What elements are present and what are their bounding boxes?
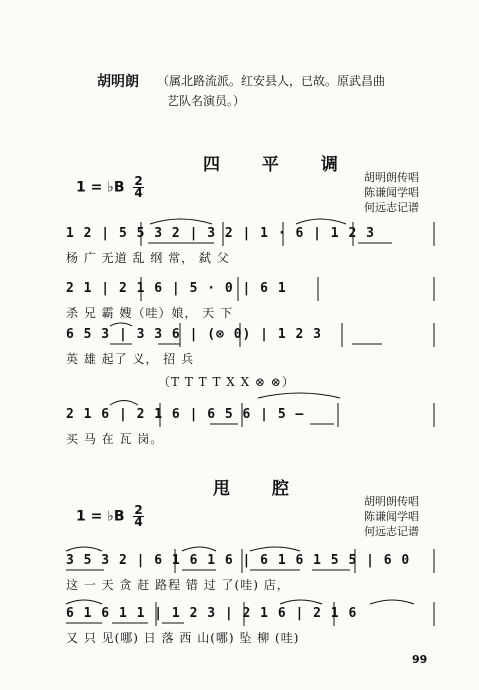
slur	[250, 547, 300, 551]
slur	[66, 547, 102, 551]
slur	[110, 323, 132, 326]
s1-row4-lyrics: 买 马 在 瓦 岗。	[66, 432, 164, 446]
slur	[258, 393, 340, 398]
s1-row3-percussion: （T T T T X X ⊗ ⊗）	[158, 375, 295, 389]
credit-singer: 胡明朗传唱	[364, 171, 419, 184]
page-number: 99	[412, 653, 428, 666]
s1-row3-notes: 6 5 3 | 3 3 6 | (⊗ 0) | 1 2 3	[66, 327, 322, 342]
section2-key-text: 1 = ♭B	[76, 508, 125, 525]
slur	[110, 401, 138, 406]
section2-meter-bottom: 4	[134, 515, 143, 529]
section1-title: 四 平 调	[203, 155, 356, 175]
slur	[66, 600, 102, 604]
intro-line-2: 艺队名演员。）	[167, 94, 246, 108]
section2-title: 甩 腔	[213, 479, 307, 499]
intro-line-1: （属北路流派。红安县人，已故。原武昌曲	[157, 74, 386, 88]
section1-meter-top: 2	[134, 174, 143, 188]
s1-row2-lyrics: 杀 兄 霸 嫂（哇）娘， 天 下	[66, 306, 234, 320]
s1-row3-lyrics: 英 雄 起了 义， 招 兵	[66, 352, 195, 366]
credit-singer: 胡明朗传唱	[364, 495, 419, 508]
s2-row2-lyrics: 又 只 见(哪) 日 落 西 山(哪) 坠 柳 (哇)	[66, 631, 300, 645]
s1-row1-lyrics: 杨 广 无道 乱 纲 常， 弑 父	[66, 251, 230, 265]
s2-row1-lyrics: 这 一 天 贪 赶 路程 错 过 了(哇) 店，	[66, 578, 290, 592]
s2-row1-notes: 3 5 3 2 | 6 1 6 1 6 | 6 1 6 1 5 5 | 6 0	[66, 553, 411, 568]
s2-row2-notes: 6 1 6 1 1 | 1 2 3 | 2 1 6 | 2 1 6	[66, 606, 358, 621]
slur	[296, 219, 346, 224]
s1-row4-notes: 2 1 6 | 2 1 6 | 6 5 6 | 5 —	[66, 407, 305, 422]
section1-meter-bottom: 4	[134, 186, 143, 200]
s1-row1-notes: 1 2 | 5 5 3 2 | 3 2 | 1 · 6 | 1 2 3	[66, 226, 375, 241]
slur	[370, 600, 414, 604]
s1-row2-notes: 2 1 | 2 1 6 | 5 · 0 | 6 1	[66, 281, 287, 296]
slur	[182, 547, 216, 551]
credit-transcriber: 何远志记谱	[364, 525, 419, 538]
section1-key-text: 1 = ♭B	[76, 179, 125, 196]
credit-transcriber: 何远志记谱	[364, 201, 419, 214]
credit-learner: 陈谦闻学唱	[364, 186, 419, 199]
section2-meter-top: 2	[134, 503, 143, 517]
intro-singer-name: 胡明朗	[97, 74, 139, 90]
slur	[150, 219, 212, 224]
credit-learner: 陈谦闻学唱	[364, 510, 419, 523]
slur	[280, 600, 322, 604]
